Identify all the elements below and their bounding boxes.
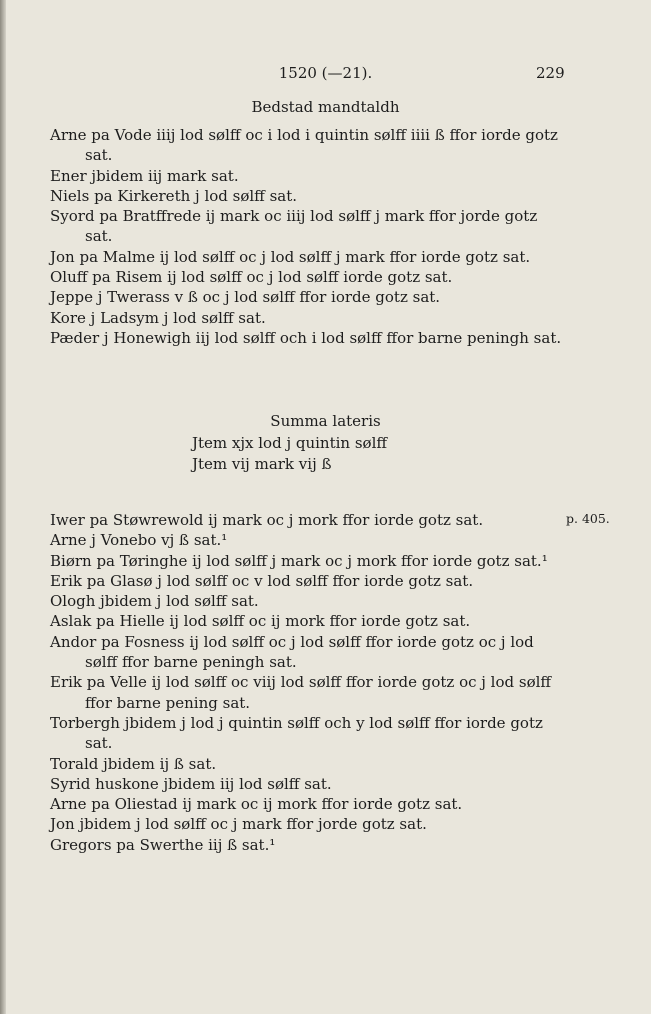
entry: Niels pa Kirkereth j lod sølff sat. xyxy=(50,186,298,205)
entry: Kore j Ladsym j lod sølff sat. xyxy=(50,308,266,327)
running-title: 1520 (—21). xyxy=(278,64,373,82)
entry: Syrid huskone jbidem iij lod sølff sat. xyxy=(50,774,332,793)
entry: Arne pa Vode iiij lod sølff oc i lod i quintin sølff iiii ß ffor iorde gotz sat. xyxy=(50,126,558,165)
section-title: Bedstad mandtaldh xyxy=(251,98,400,116)
entry: Iwer pa Støwrewold ij mark oc j mork ffor iorde gotz sat. xyxy=(50,511,484,529)
summa-line: Jtem vij mark vij ß xyxy=(192,455,332,473)
entry: Gregors pa Swerthe iij ß sat.¹ xyxy=(50,835,276,854)
entry: Jeppe j Twerass v ß oc j lod sølff ffor iorde gotz sat. xyxy=(50,288,441,307)
entry: Syord pa Bratffrede ij mark oc iiij lod sølff j mark ffor jorde gotz sat. xyxy=(50,207,538,246)
entry: Arne pa Oliestad ij mark oc ij mork ffor iorde gotz sat. xyxy=(50,795,463,814)
margin-page-reference: p. 405. xyxy=(566,511,610,526)
entry-list-second xyxy=(50,510,564,855)
entry: Pæder j Honewigh iij lod sølff och i lod sølff ffor barne peningh sat. xyxy=(50,328,562,347)
entry: Oluff pa Risem ij lod sølff oc j lod sølff iorde gotz sat. xyxy=(50,268,453,287)
summa-line: Jtem xjx lod j quintin sølff xyxy=(192,434,388,452)
entry: Biørn pa Tøringhe ij lod sølff j mark oc j mork ffor iorde gotz sat.¹ xyxy=(50,551,548,570)
entry: Ener jbidem iij mark sat. xyxy=(50,166,239,185)
entry: Torald jbidem ij ß sat. xyxy=(50,754,217,773)
entry: Arne j Vonebo vj ß sat.¹ xyxy=(50,531,228,550)
entry: Ologh jbidem j lod sølff sat. xyxy=(50,592,259,611)
entry-list-first xyxy=(50,125,564,348)
entry: Erik pa Velle ij lod sølff oc viij lod sølff ffor iorde gotz oc j lod sølff ffor barne pening sat. xyxy=(50,673,552,712)
entry: Jon pa Malme ij lod sølff oc j lod sølff j mark ffor iorde gotz sat. xyxy=(50,247,531,266)
page-number: 229 xyxy=(536,64,565,82)
entry: Andor pa Fosness ij lod sølff oc j lod sølff ffor iorde gotz oc j lod sølff ffor barne peningh sat. xyxy=(50,632,534,672)
page-edge xyxy=(0,0,6,1014)
entry: Jon jbidem j lod sølff oc j mark ffor jorde gotz sat. xyxy=(50,815,427,834)
entry: Erik pa Glasø j lod sølff oc v lod sølff ffor iorde gotz sat. xyxy=(50,571,474,590)
entry: Aslak pa Hielle ij lod sølff oc ij mork ffor iorde gotz sat. xyxy=(50,612,471,631)
entry: Torbergh jbidem j lod j quintin sølff och y lod sølff ffor iorde gotz sat. xyxy=(50,713,543,753)
summa-heading: Summa lateris xyxy=(270,412,381,430)
